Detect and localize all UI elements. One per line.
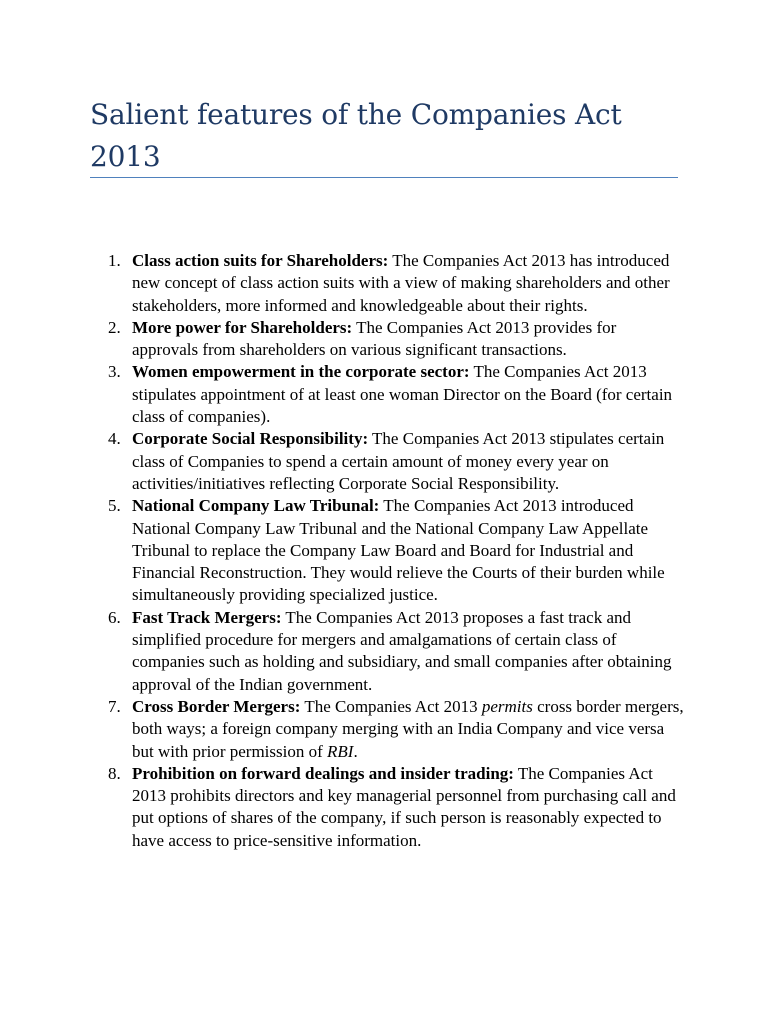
list-item-text: The Companies Act 2013 — [300, 696, 482, 716]
title-divider — [90, 177, 678, 178]
list-item-heading: Corporate Social Responsibility: — [132, 429, 369, 449]
list-item — [90, 361, 686, 428]
list-item-emphasis: RBI — [327, 741, 354, 761]
list-item-number: 5. — [108, 496, 121, 516]
list-item-heading: Fast Track Mergers: — [132, 607, 282, 627]
list-item-text: The Companies Act 2013 stipulates certain class of Companies to spend a certain amount of money every year on activities/initiatives reflecting Corporate Social Responsibility. — [132, 429, 665, 493]
list-item — [90, 250, 686, 317]
list-item-text: The Companies Act 2013 stipulates appointment of at least one woman Director on the Board (for certain class of companies). — [132, 362, 673, 427]
list-item-text: The Companies Act 2013 proposes a fast track and simplified procedure for mergers and amalgamations of certain class of companies such as holding and subsidiary, and small companies after obtaining approval of the Indian government. — [132, 607, 672, 694]
list-item-heading: Cross Border Mergers: — [132, 696, 301, 716]
list-item-text: The Companies Act 2013 has introduced new concept of class action suits with a view of making shareholders and other stakeholders, more informed and knowledgeable about their rights. — [132, 251, 670, 315]
list-item-number: 1. — [108, 251, 121, 270]
list-item-heading: Prohibition on forward dealings and insider trading: — [132, 763, 514, 783]
list-item — [90, 428, 686, 495]
page-title: Salient features of the Companies Act 2013 — [90, 98, 622, 173]
list-item-number: 7. — [108, 696, 121, 716]
list-item-number: 4. — [108, 429, 121, 449]
list-item — [90, 607, 686, 696]
list-item-emphasis: permits — [481, 696, 533, 716]
list-item-heading: National Company Law Tribunal: — [132, 496, 380, 516]
list-item-number: 6. — [108, 607, 121, 627]
list-item-number: 3. — [108, 362, 121, 382]
features-list — [90, 250, 686, 852]
list-item-text: The Companies Act 2013 provides for approvals from shareholders on various significant transactions. — [132, 317, 617, 360]
list-item-heading: More power for Shareholders: — [132, 317, 353, 337]
list-item-text: . — [353, 741, 358, 761]
list-item-heading: Women empowerment in the corporate sector: — [132, 362, 470, 382]
list-item — [90, 696, 686, 763]
list-item-text: The Companies Act 2013 introduced National Company Law Tribunal and the National Company Law Appellate Tribunal to replace the Company Law Board and Board for Industrial and Financial Reconstruction. They would relieve the Courts of their burden while simultaneously providing specialized justice. — [132, 496, 665, 605]
list-item-text: cross border mergers, both ways; a foreign company merging with an India Company and vice versa but with prior permission of — [132, 696, 684, 761]
list-item — [90, 495, 686, 606]
list-item — [90, 317, 686, 362]
list-item-heading: Class action suits for Shareholders: — [132, 251, 389, 270]
list-item — [90, 763, 686, 852]
list-item-text: The Companies Act 2013 prohibits directors and key managerial personnel from purchasing call and put options of shares of the company, if such person is reasonably expected to have access to price-sensitive information. — [132, 763, 676, 850]
list-item-number: 8. — [108, 763, 121, 783]
list-item-number: 2. — [108, 317, 121, 337]
